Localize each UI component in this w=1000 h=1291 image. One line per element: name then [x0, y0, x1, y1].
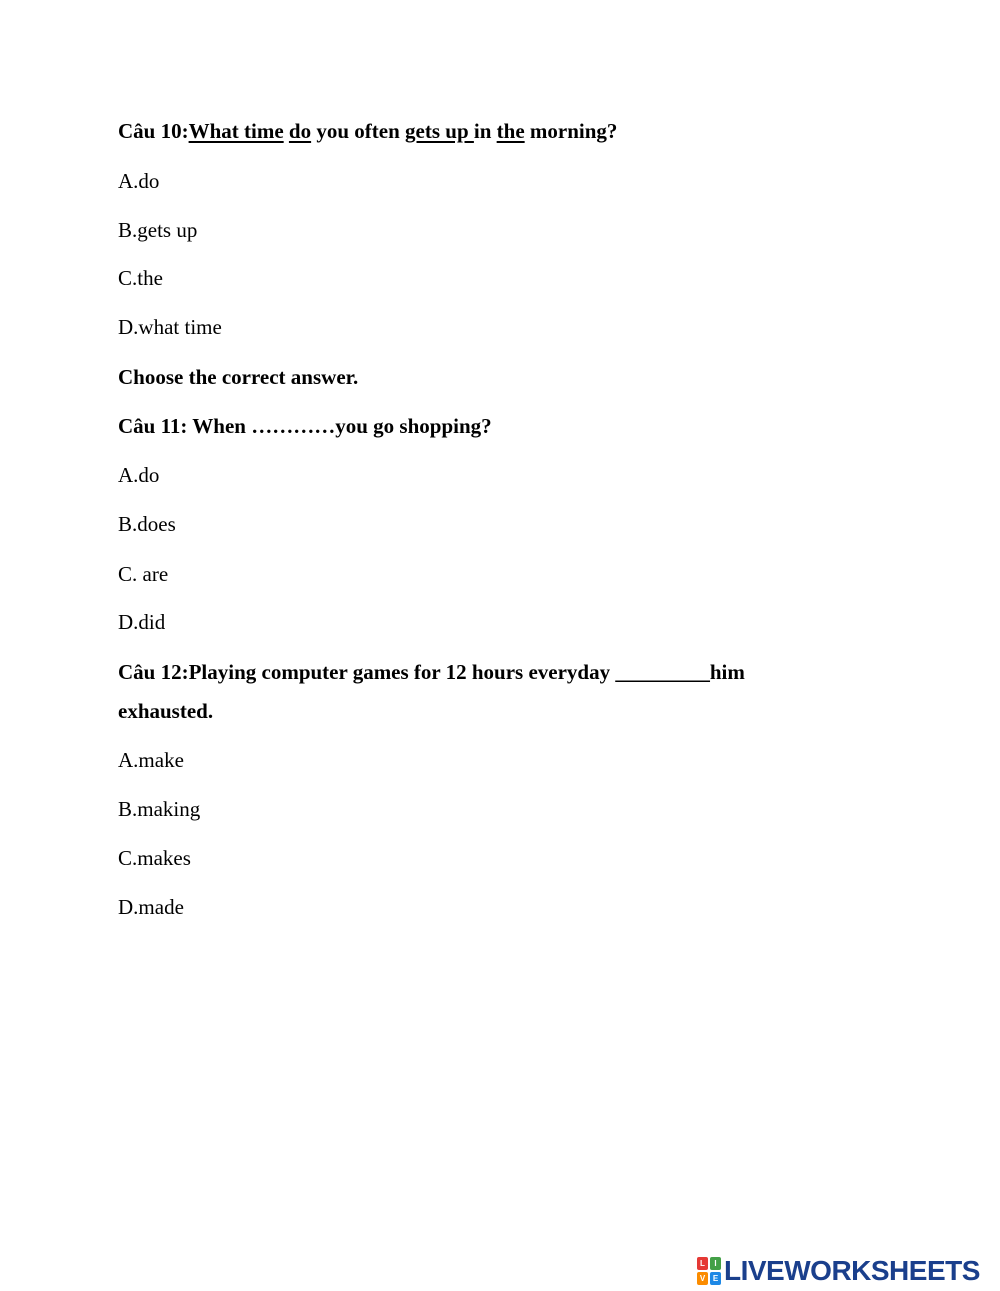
question-10-option-c[interactable]: C.the: [118, 266, 163, 290]
question-10-prefix: Câu 10:: [118, 119, 189, 143]
question-10-underlined-do: do: [288, 119, 312, 143]
question-12-line-1: Câu 12:Playing computer games for 12 hours everyday _________him: [118, 660, 745, 684]
question-10-text-part: in: [473, 119, 497, 143]
logo-mark-letter: I: [710, 1257, 721, 1270]
question-11-option-a[interactable]: A.do: [118, 463, 160, 487]
question-11-option-c[interactable]: C. are: [118, 562, 169, 586]
question-12-option-d[interactable]: D.made: [118, 895, 184, 919]
question-12-option-c[interactable]: C.makes: [118, 846, 191, 870]
question-11-option-b[interactable]: B.does: [118, 512, 176, 536]
logo-mark-letter: E: [710, 1272, 721, 1285]
question-12-option-b[interactable]: B.making: [118, 797, 201, 821]
question-10-underlined-what-time: What time: [188, 119, 284, 143]
liveworksheets-logo: [697, 1253, 980, 1289]
question-10-option-a[interactable]: A.do: [118, 169, 160, 193]
question-10: [118, 118, 617, 144]
question-12-option-a[interactable]: A.make: [118, 748, 184, 772]
liveworksheets-logo-icon: [697, 1257, 721, 1285]
question-11: Câu 11: When …………you go shopping?: [118, 414, 492, 438]
liveworksheets-logo-text: LIVEWORKSHEETS: [724, 1255, 980, 1286]
instruction-text: Choose the correct answer.: [118, 365, 359, 389]
question-11-option-d[interactable]: D.did: [118, 610, 166, 634]
question-10-option-b[interactable]: B.gets up: [118, 218, 198, 242]
question-10-text-part: morning?: [524, 119, 618, 143]
question-10-underlined-gets-up: gets up: [405, 119, 474, 143]
question-12-line-2: exhausted.: [118, 699, 214, 723]
logo-mark-letter: L: [697, 1257, 708, 1270]
logo-mark-letter: V: [697, 1272, 708, 1285]
question-10-option-d[interactable]: D.what time: [118, 315, 222, 339]
question-10-text-part: you often: [311, 119, 406, 143]
question-10-underlined-the: the: [496, 119, 525, 143]
